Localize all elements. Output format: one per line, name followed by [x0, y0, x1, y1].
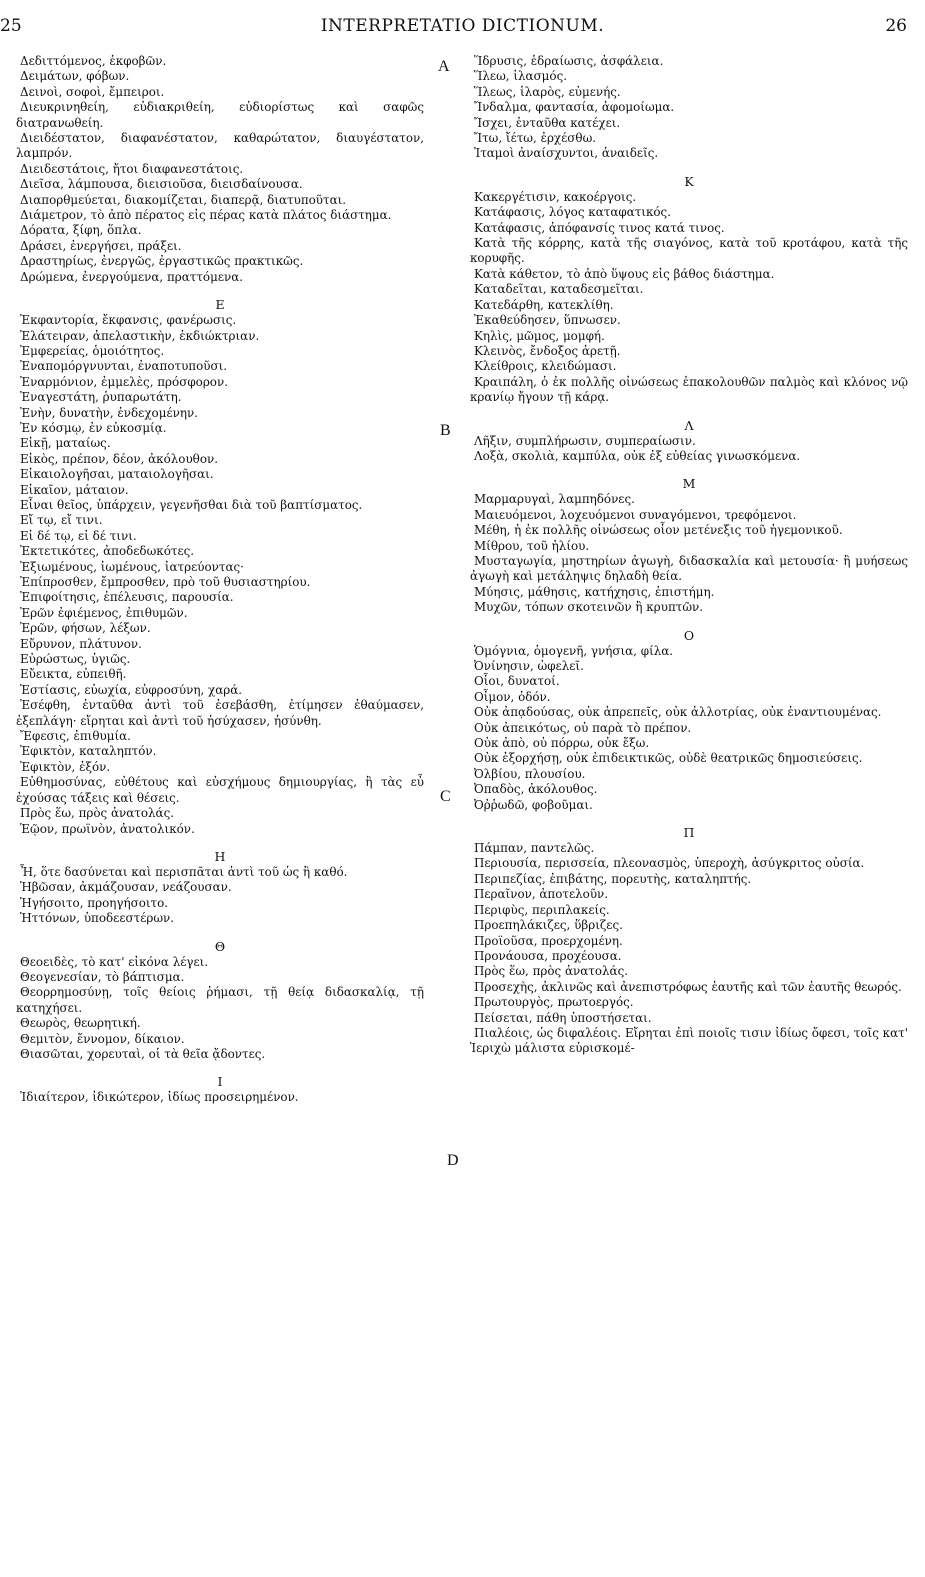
glossary-entry: Μύησις, μάθησις, κατήχησις, ἐπιστήμη. — [474, 584, 715, 599]
glossary-entry: Θεογενεσίαν, τὸ βάπτισμα. — [20, 969, 185, 984]
glossary-entry: Περαῖνον, ἀποτελοῦν. — [474, 887, 609, 902]
glossary-entry: Μαιευόμενοι, λοχευόμενοι συναγόμενοι, τρεφόμενοι. — [474, 507, 797, 522]
glossary-entry: Ἐπιφοίτησις, ἐπέλευσις, παρουσία. — [20, 590, 234, 605]
glossary-entry: Κατεδάρθη, κατεκλίθη. — [474, 297, 614, 312]
glossary-entry: Καταδεῖται, καταδεσμεῖται. — [474, 282, 644, 297]
glossary-entry: Περιφὺς, περιπλακείς. — [474, 902, 610, 917]
glossary-entry: Μέθη, ἡ ἐκ πολλῆς οἰνώσεως οἷον μετένεξις τοῦ ἡγεμονικοῦ. — [474, 523, 843, 538]
section-spacer — [16, 285, 424, 297]
glossary-entry: Ἐκφαντορία, ἔκφανσις, φανέρωσις. — [20, 313, 237, 328]
glossary-entry: Θεοειδὲς, τὸ κατ' εἰκόνα λέγει. — [20, 954, 209, 969]
glossary-entry: Δραστηρίως, ἐνεργῶς, ἐργαστικῶς πρακτικῶς. — [20, 254, 304, 269]
glossary-entry: Εἰκὸς, πρέπον, δέον, ἀκόλουθον. — [20, 451, 219, 466]
glossary-entry: Δράσει, ἐνεργήσει, πράξει. — [20, 238, 182, 253]
glossary-entry: Οὐκ ἐξορχήσῃ, οὐκ ἐπιδεικτικῶς, οὐδὲ θεατρικῶς δημοσιεύσεις. — [474, 751, 863, 766]
glossary-entry: Πάμπαν, παντελῶς. — [474, 841, 595, 856]
glossary-entry: Εὔρυνον, πλάτυνον. — [20, 636, 142, 651]
glossary-entry: Ἐκτετικότες, ἀποδεδωκότες. — [20, 544, 195, 559]
glossary-entry: Ὀλβίου, πλουσίου. — [474, 766, 586, 781]
glossary-entry: Ἡττόνων, ὑποδεεστέρων. — [20, 911, 175, 926]
glossary-entry: Μυσταγωγία, μηστηρίων ἀγωγὴ, διδασκαλία καὶ μετουσία· ἢ μυήσεως ἀγωγὴ καὶ μετάληψις δηλαδὴ θεία. — [470, 553, 908, 584]
section-spacer — [470, 813, 908, 825]
glossary-entry: Ὀπαδὸς, ἀκόλουθος. — [474, 782, 598, 797]
glossary-entry: Εἴ τῳ, εἴ τινι. — [20, 513, 103, 528]
glossary-entry: Πείσεται, πάθη ὑποστήσεται. — [474, 1010, 652, 1025]
page-header — [0, 16, 925, 40]
glossary-entry: Μαρμαρυγαὶ, λαμπηδόνες. — [474, 492, 635, 507]
glossary-entry: Ἴτω, ἴέτω, ἐρχέσθω. — [474, 131, 597, 146]
glossary-entry: Θιασῶται, χορευταὶ, οἱ τὰ θεῖα ᾄδοντες. — [20, 1046, 266, 1061]
glossary-entry: Εἰκαῖον, μάταιον. — [20, 482, 129, 497]
glossary-entry: Εὔεικτα, εὐπειθῆ. — [20, 667, 127, 682]
glossary-entry: Κατὰ κάθετον, τὸ ἀπὸ ὕψους εἰς βάθος διάστημα. — [474, 266, 775, 281]
glossary-entry: Δόρατα, ξίφη, ὅπλα. — [20, 223, 142, 238]
glossary-entry: Περιπεζίας, ἐπιβάτης, πορευτὴς, καταληπτής. — [474, 871, 752, 886]
glossary-entry: Ἐφικτὸν, καταληπτόν. — [20, 744, 157, 759]
glossary-entry: Ἐπίπροσθεν, ἔμπροσθεν, πρὸ τοῦ θυσιαστηρίου. — [20, 575, 311, 589]
glossary-entry: Ἔφεσις, ἐπιθυμία. — [20, 729, 131, 744]
glossary-entry: Ἰταμοὶ ἀναίσχυντοι, ἀναιδεῖς. — [474, 146, 659, 161]
glossary-entry: Εἰκαιολογῆσαι, ματαιολογῆσαι. — [20, 467, 214, 482]
section-spacer — [470, 616, 908, 628]
glossary-entry: Ἐν κόσμῳ, ἐν εὐκοσμίᾳ. — [20, 420, 167, 435]
section-spacer — [16, 1062, 424, 1074]
glossary-entry: Εὐθημοσύνας, εὐθέτους καὶ εὐσχήμους δημιουργίας, ἢ τὰς εὖ ἐχούσας τάξεις καὶ θέσεις. — [16, 775, 424, 805]
margin-mark-b: B — [440, 422, 451, 439]
glossary-entry: Οὐκ ἀπὸ, οὐ πόρρω, οὐκ ἔξω. — [474, 736, 650, 751]
page-number-left: 25 — [0, 16, 22, 36]
glossary-entry: Ἐναγεστάτη, ῥυπαρωτάτη. — [20, 390, 182, 405]
glossary-entry: Προεπηλάκιζες, ὕβριζες. — [474, 918, 623, 933]
right-column — [470, 54, 908, 1057]
section-spacer — [470, 406, 908, 418]
section-letter-heading: Κ — [684, 173, 694, 189]
glossary-entry: Πρὸς ἕω, πρὸς ἀνατολάς. — [474, 964, 629, 979]
glossary-entry: Εἰκῇ, ματαίως. — [20, 436, 111, 451]
running-title: INTERPRETATIO DICTIONUM. — [320, 16, 605, 36]
section-spacer — [16, 837, 424, 849]
glossary-entry: Θεωρὸς, θεωρητική. — [20, 1016, 141, 1031]
glossary-entry: Κραιπάλη, ὁ ἐκ πολλῆς οἰνώσεως ἐπακολουθῶν παλμὸς καὶ κλόνος νῷ κρανίῳ ἤγουν τῇ κάρᾳ. — [470, 374, 908, 405]
glossary-entry: Ὀνίνησιν, ὠφελεῖ. — [474, 659, 584, 673]
glossary-entry: Οὐκ ἀπεικότως, οὐ παρὰ τὸ πρέπον. — [474, 720, 692, 735]
glossary-entry: Ἵλεως, ἱλαρὸς, εὐμενής. — [474, 84, 621, 99]
glossary-entry: Ἐκαθεύδησεν, ὕπνωσεν. — [474, 313, 621, 328]
glossary-entry: Ἡβῶσαν, ἀκμάζουσαν, νεάζουσαν. — [20, 880, 232, 895]
margin-mark-d: D — [447, 1152, 459, 1169]
glossary-entry: Πρὸς ἕω, πρὸς ἀνατολάς. — [20, 806, 175, 821]
glossary-entry: Ἐμφερείας, ὁμοιότητος. — [20, 343, 165, 358]
glossary-entry: Διαπορθμεύεται, διακομίζεται, διαπερᾷ, διατυποῦται. — [20, 192, 347, 207]
glossary-entry: Προνάουσα, προχέουσα. — [474, 948, 622, 963]
glossary-entry: Δρώμενα, ἐνεργούμενα, πραττόμενα. — [20, 269, 244, 284]
margin-mark-a: A — [438, 58, 450, 75]
glossary-entry: Προσεχὴς, ἀκλινῶς καὶ ἀνεπιστρόφως ἑαυτῆς καὶ τῶν ἑαυτῆς θεωρός. — [474, 979, 902, 994]
section-letter-heading: Π — [683, 825, 695, 841]
glossary-entry: Κατὰ τῆς κόρρης, κατὰ τῆς σιαγόνος, κατὰ τοῦ κροτάφου, κατὰ τῆς κορυφῆς. — [470, 236, 908, 266]
glossary-entry: Ἐφικτὸν, ἐξόν. — [20, 759, 111, 774]
section-letter-heading: Ε — [215, 297, 225, 313]
glossary-entry: Κατάφασις, λόγος καταφατικός. — [474, 205, 671, 220]
glossary-entry: Λοξὰ, σκολιὰ, καμπύλα, οὐκ ἐξ εὐθείας γινωσκόμενα. — [474, 448, 801, 463]
glossary-entry: Κλείθροις, κλειδώμασι. — [474, 359, 617, 374]
glossary-entry: Ἴσχει, ἐνταῦθα κατέχει. — [474, 115, 621, 130]
section-letter-heading: Ο — [683, 627, 695, 643]
glossary-entry: Εἰ δέ τῳ, εἰ δέ τινι. — [20, 528, 137, 543]
section-spacer — [470, 162, 908, 174]
glossary-entry: Εὐρώστως, ὑγιῶς. — [20, 652, 131, 667]
glossary-entry: Ὁμόγνια, ὁμογενῆ, γνήσια, φίλα. — [474, 643, 674, 658]
glossary-entry: Κλεινὸς, ἔνδοξος ἀρετῇ. — [474, 343, 621, 358]
glossary-entry: Θεμιτὸν, ἔννομον, δίκαιον. — [20, 1031, 185, 1046]
margin-mark-c: C — [440, 788, 451, 805]
glossary-entry: Ἰδιαίτερον, ἰδικώτερον, ἰδίως προσειρημένον. — [20, 1090, 299, 1105]
glossary-entry: Ἦ, ὅτε δασύνεται καὶ περισπᾶται ἀντὶ τοῦ ὡς ἢ καθό. — [20, 864, 348, 879]
glossary-entry: Κατάφασις, ἀπόφανσίς τινος κατά τινος. — [474, 220, 725, 235]
page-number-right: 26 — [885, 16, 907, 36]
glossary-entry: Κακεργέτισιν, κακοέργοις. — [474, 189, 637, 204]
glossary-entry: Ἴνδαλμα, φαντασία, ἀφομοίωμα. — [474, 100, 675, 115]
section-letter-heading: Ι — [217, 1074, 223, 1090]
glossary-entry: Ἑστίασις, εὐωχία, εὐφροσύνη, χαρά. — [20, 682, 243, 697]
glossary-entry: Οὐκ ἀπᾳδούσας, οὐκ ἀπρεπεῖς, οὐκ ἀλλοτρίας, οὐκ ἐναντιουμένας. — [474, 705, 882, 720]
glossary-entry: Διειδεστάτοις, ἤτοι διαφανεστάτοις. — [20, 161, 244, 176]
glossary-entry: Ἐνὴν, δυνατὴν, ἐνδεχομένην. — [20, 405, 198, 420]
section-spacer — [470, 464, 908, 476]
glossary-entry: Διευκρινηθείη, εὐδιακριθείη, εὐδιορίστως καὶ σαφῶς διατρανωθείη. — [16, 100, 424, 130]
glossary-entry: Μίθρου, τοῦ ἡλίου. — [474, 538, 590, 553]
glossary-entry: Δεδιττόμενος, ἐκφοβῶν. — [20, 54, 167, 68]
section-letter-heading: Μ — [682, 476, 696, 492]
glossary-entry: Δεινοὶ, σοφοὶ, ἔμπειροι. — [20, 84, 165, 99]
glossary-entry: Προϊοῦσα, προερχομένη. — [474, 933, 623, 948]
section-letter-heading: Λ — [684, 417, 694, 433]
glossary-entry: Οἶμον, ὁδόν. — [474, 689, 551, 704]
glossary-entry: Πρωτουργὸς, πρωτοεργός. — [474, 995, 634, 1010]
left-column — [16, 54, 424, 1106]
glossary-entry: Λῆξιν, συμπλήρωσιν, συμπεραίωσιν. — [474, 433, 696, 448]
glossary-entry: Ἵδρυσις, ἑδραίωσις, ἀσφάλεια. — [474, 54, 664, 68]
section-spacer — [16, 927, 424, 939]
glossary-entry: Διειδέστατον, διαφανέστατον, καθαρώτατον, διαυγέστατον, λαμπρόν. — [16, 131, 424, 161]
glossary-entry: Ἐσέφθη, ἐνταῦθα ἀντὶ τοῦ ἐσεβάσθη, ἐτίμησεν ἐθαύμασεν, ἐξεπλάγη· εἴρηται καὶ ἀντὶ τοῦ ἡσύχασεν, ἡσύνθη. — [16, 698, 424, 728]
glossary-entry: Ἐρῶν, φήσων, λέξων. — [20, 621, 151, 636]
glossary-entry: Ὀῤῥωδῶ, φοβοῦμαι. — [474, 797, 593, 812]
glossary-entry: Ἐναπομόργνυνται, ἐναποτυποῦσι. — [20, 359, 228, 374]
glossary-entry: Οἷοι, δυνατοί. — [474, 674, 560, 689]
glossary-entry: Πιαλέοις, ὡς διφαλέοις. Εἴρηται ἐπὶ ποιοῖς τισιν ἰδίως ὄφεσι, τοῖς κατ' Ἱεριχὼ μάλιστα εὑρισκομέ- — [470, 1025, 908, 1056]
glossary-entry: Ἐλάτειραν, ἀπελαστικὴν, ἐκδιώκτριαν. — [20, 328, 260, 343]
glossary-entry: Ἡγήσοιτο, προηγήσοιτο. — [20, 895, 169, 910]
glossary-entry: Μυχῶν, τόπων σκοτεινῶν ἢ κρυπτῶν. — [474, 600, 704, 615]
glossary-entry: Περιουσία, περισσεία, πλεονασμὸς, ὑπεροχὴ, ἀσύγκριτος οὐσία. — [474, 856, 865, 871]
glossary-entry: Διεῖσα, λάμπουσα, διεισιοῦσα, διεισδαίνουσα. — [20, 177, 303, 192]
glossary-entry: Ἑῷον, πρωϊνὸν, ἀνατολικόν. — [20, 821, 195, 836]
section-letter-heading: Η — [214, 848, 226, 864]
glossary-entry: Θεορρημοσύνῃ, τοῖς θείοις ῥήμασι, τῇ θείᾳ διδασκαλίᾳ, τῇ κατηχήσει. — [16, 985, 424, 1015]
glossary-entry: Ἐρῶν ἐφιέμενος, ἐπιθυμῶν. — [20, 605, 188, 620]
glossary-entry: Δειμάτων, φόβων. — [20, 69, 130, 84]
section-letter-heading: Θ — [214, 938, 226, 954]
glossary-entry: Ἐναρμόνιον, ἐμμελὲς, πρόσφορον. — [20, 374, 228, 389]
glossary-entry: Κηλὶς, μῶμος, μομφή. — [474, 328, 605, 343]
glossary-entry: Ἐξιωμένους, ἰωμένους, ἰατρεύοντας· — [20, 559, 244, 574]
glossary-entry: Ἵλεω, ἱλασμός. — [474, 69, 568, 84]
glossary-entry: Εἶναι θεῖος, ὑπάρχειν, γεγενῆσθαι διὰ τοῦ βαπτίσματος. — [20, 497, 363, 512]
glossary-entry: Διάμετρον, τὸ ἀπὸ πέρατος εἰς πέρας κατὰ πλάτος διάστημα. — [20, 208, 392, 223]
